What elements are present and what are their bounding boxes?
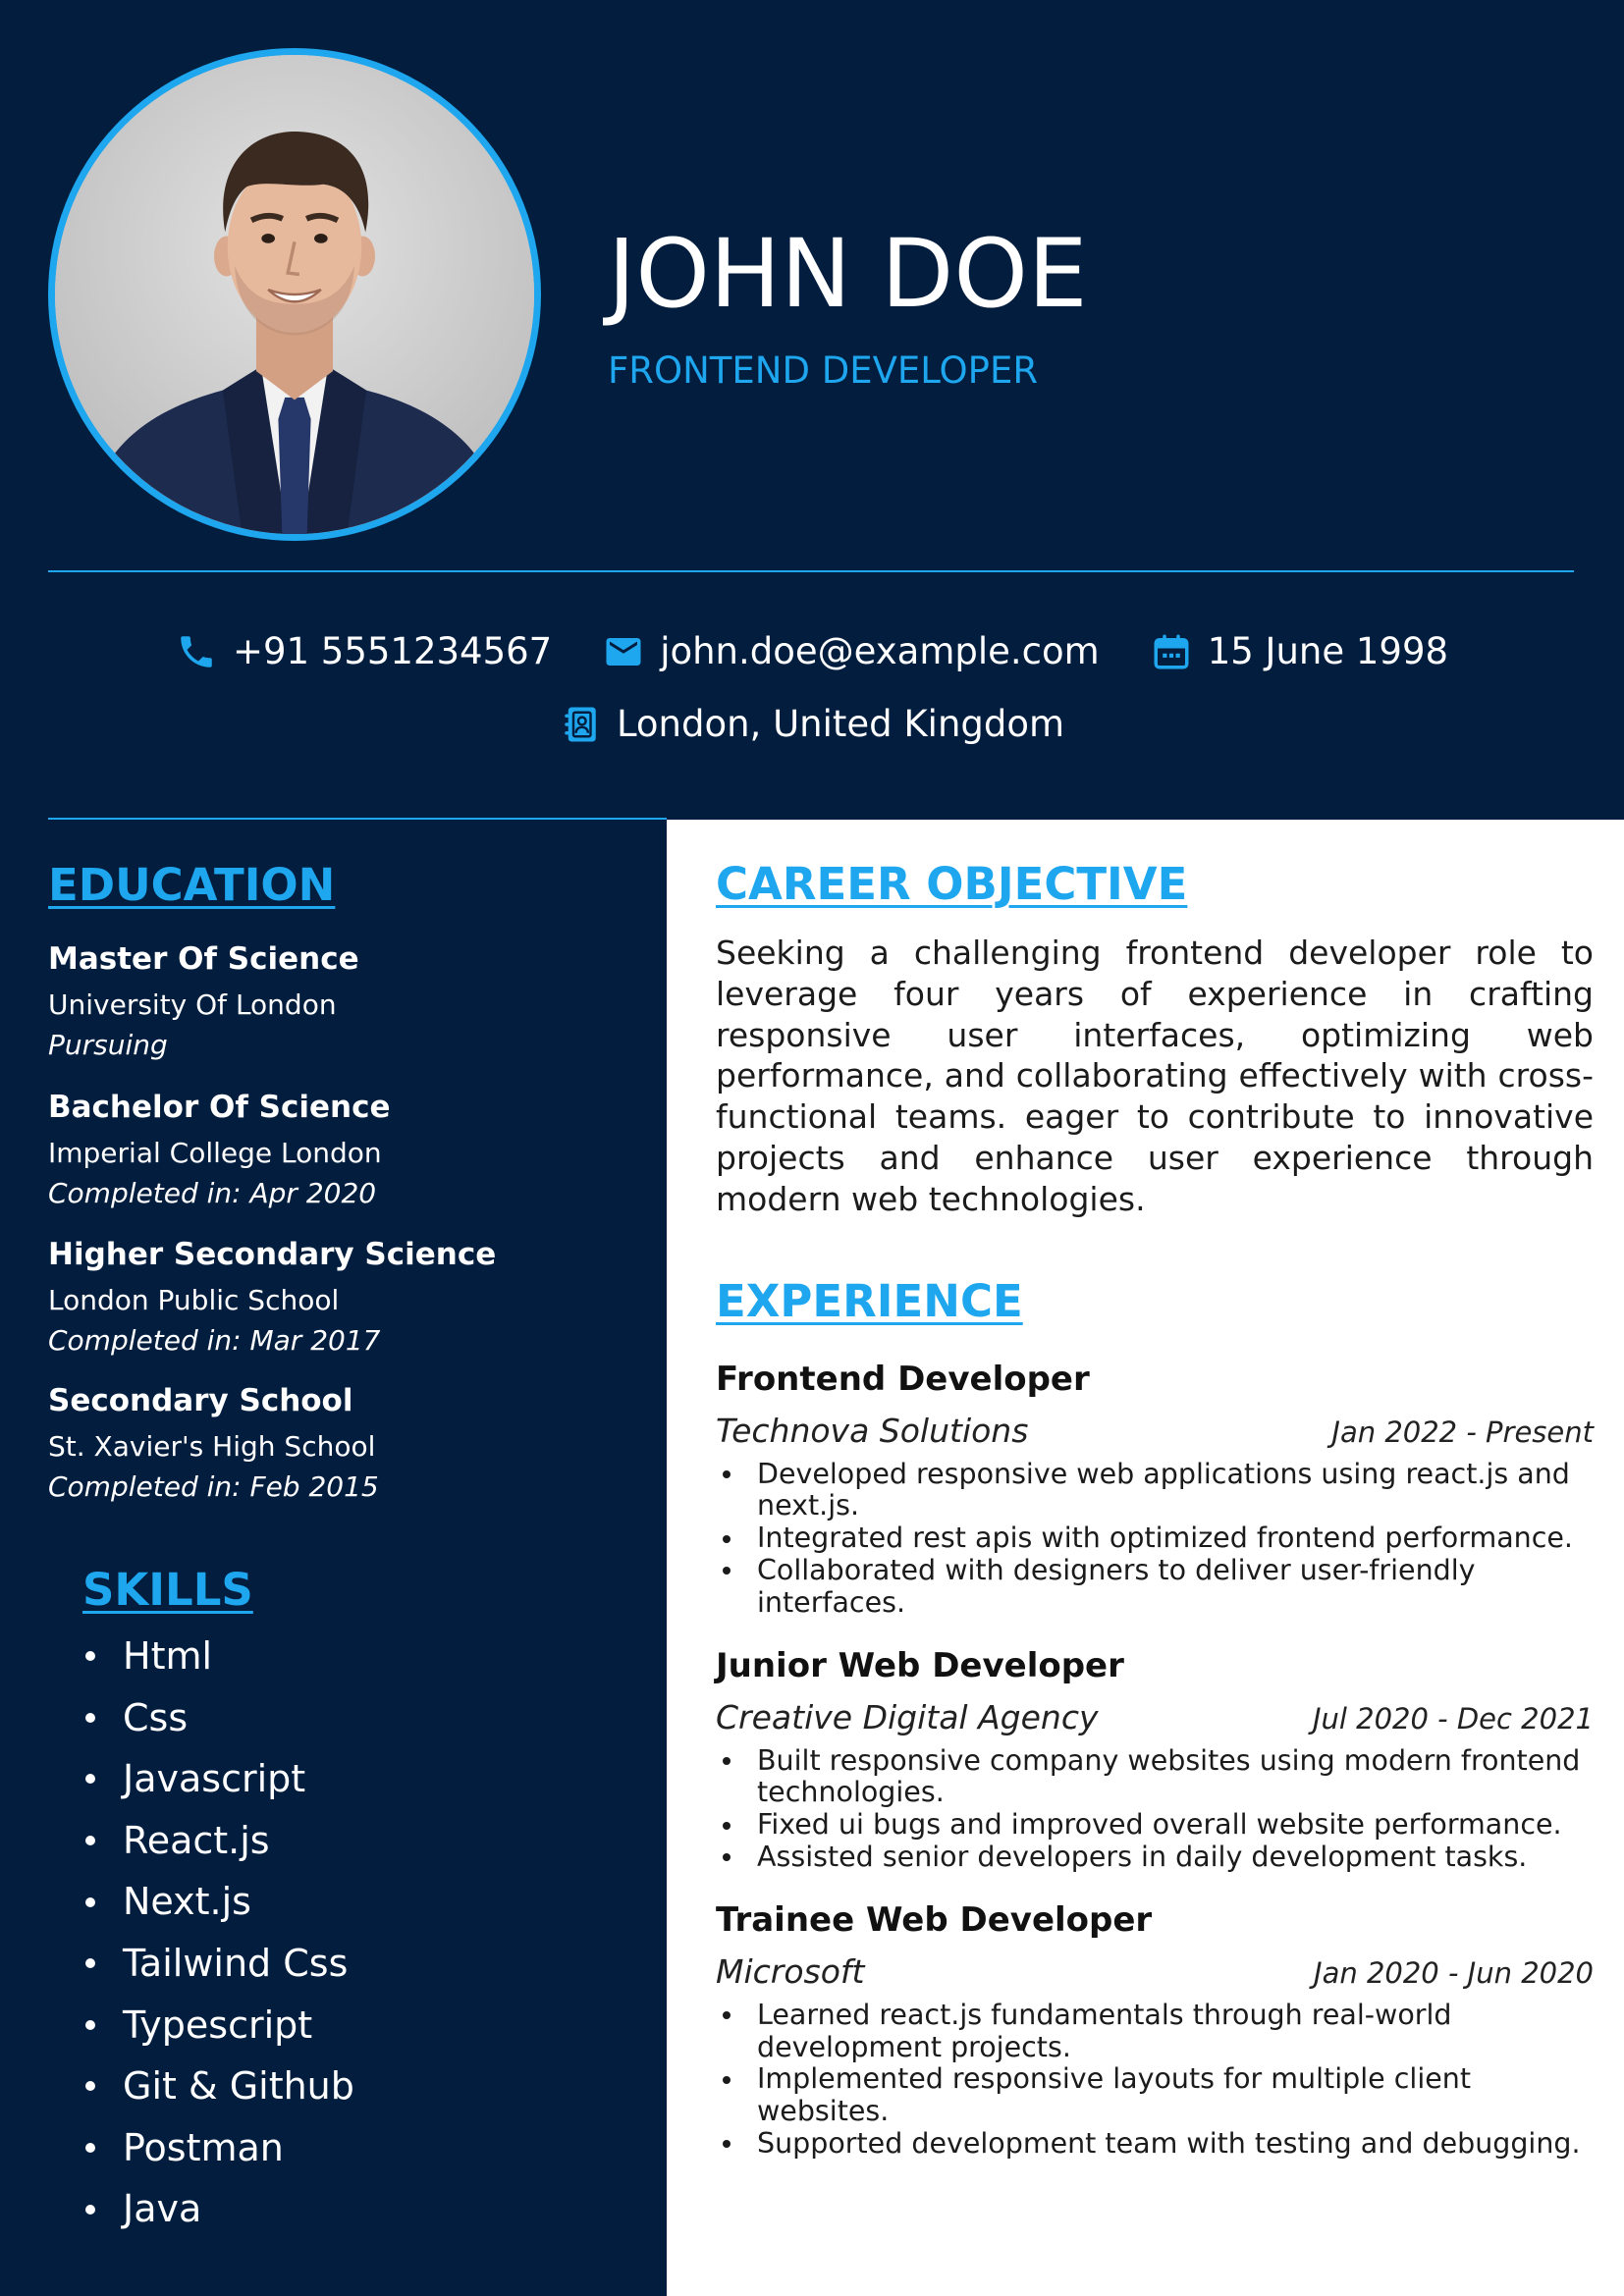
company-name: Technova Solutions <box>716 1411 1029 1450</box>
profile-photo <box>48 48 541 541</box>
career-objective-text: Seeking a challenging frontend developer role to leverage four years of experience in crafting responsive user interfaces, optimizing web performance, and collaborating effectively with cross-functional teams. eager to contribute to innovative projects and enhance user experience through modern web technologies. <box>716 934 1594 1218</box>
contact-email <box>603 624 1100 679</box>
job-responsibilities <box>716 1745 1594 1874</box>
job-title: Junior Web Developer <box>716 1645 1124 1685</box>
job-period: Jul 2020 - Dec 2021 <box>1312 1701 1594 1735</box>
job-period: Jan 2022 - Present <box>1331 1415 1594 1449</box>
skill-item: React.js <box>82 1810 632 1872</box>
profile-name: JOHN DOE <box>608 219 1088 329</box>
job-meta <box>716 1945 1594 2000</box>
experience-heading: EXPERIENCE <box>716 1274 1023 1327</box>
institution-name: Imperial College London <box>48 1137 382 1169</box>
job-responsibilities <box>716 1459 1594 1620</box>
job-responsibility: Built responsive company websites using modern frontend technologies. <box>716 1745 1594 1810</box>
skills-list <box>82 1626 632 2240</box>
contact-birth-date <box>1151 624 1448 679</box>
education-heading: EDUCATION <box>48 859 336 911</box>
education-status: Completed in: Feb 2015 <box>48 1470 379 1503</box>
skill-item: Java <box>82 2178 632 2240</box>
job-title: Trainee Web Developer <box>716 1899 1153 1940</box>
phone-icon <box>176 631 217 672</box>
location: London, United Kingdom <box>616 703 1065 745</box>
skill-item: Javascript <box>82 1748 632 1810</box>
education-status: Completed in: Apr 2020 <box>48 1177 377 1209</box>
job-meta <box>716 1690 1594 1745</box>
institution-name: University Of London <box>48 988 337 1021</box>
education-item <box>48 1082 657 1213</box>
job-entry <box>716 1355 1594 1620</box>
degree-name: Master Of Science <box>48 941 359 977</box>
job-responsibilities <box>716 2000 1594 2161</box>
phone-number: +91 5551234567 <box>232 630 553 672</box>
education-status: Completed in: Mar 2017 <box>48 1324 381 1357</box>
education-item <box>48 1229 657 1361</box>
main-content <box>716 855 1594 2161</box>
skill-item: Tailwind Css <box>82 1933 632 1995</box>
skills-heading: SKILLS <box>82 1564 253 1616</box>
sidebar-divider <box>48 818 667 820</box>
skill-item: Git & Github <box>82 2056 632 2117</box>
job-responsibility: Integrated rest apis with optimized frontend performance. <box>716 1522 1594 1555</box>
institution-name: London Public School <box>48 1284 340 1316</box>
job-meta <box>716 1404 1594 1459</box>
skill-item: Postman <box>82 2117 632 2179</box>
job-responsibility: Learned react.js fundamentals through real-world development projects. <box>716 2000 1594 2064</box>
degree-name: Bachelor Of Science <box>48 1090 391 1125</box>
job-responsibility: Collaborated with designers to deliver user-friendly interfaces. <box>716 1555 1594 1620</box>
skill-item: Css <box>82 1687 632 1749</box>
job-responsibility: Developed responsive web applications using react.js and next.js. <box>716 1459 1594 1523</box>
skill-item: Next.js <box>82 1871 632 1933</box>
contact-row <box>0 697 1624 752</box>
email-address: john.doe@example.com <box>660 630 1100 672</box>
job-title: Frontend Developer <box>716 1359 1090 1399</box>
education-status: Pursuing <box>48 1029 168 1061</box>
job-entry <box>716 1641 1594 1874</box>
degree-name: Secondary School <box>48 1383 353 1418</box>
institution-name: St. Xavier's High School <box>48 1430 376 1463</box>
contact-location <box>560 697 1064 752</box>
contact-book-icon <box>560 704 601 745</box>
header-divider <box>48 570 1574 572</box>
contact-row <box>0 624 1624 679</box>
contact-phone <box>176 624 552 679</box>
company-name: Creative Digital Agency <box>716 1697 1099 1736</box>
job-period: Jan 2020 - Jun 2020 <box>1314 1955 1594 1990</box>
company-name: Microsoft <box>716 1951 865 1991</box>
job-responsibility: Fixed ui bugs and improved overall website performance. <box>716 1809 1594 1842</box>
job-responsibility: Implemented responsive layouts for multiple client websites. <box>716 2063 1594 2128</box>
degree-name: Higher Secondary Science <box>48 1237 497 1272</box>
career-objective-heading: CAREER OBJECTIVE <box>716 858 1188 910</box>
education-item <box>48 934 657 1065</box>
skill-item: Typescript <box>82 1995 632 2056</box>
job-responsibility: Supported development team with testing and debugging. <box>716 2128 1594 2161</box>
birth-date: 15 June 1998 <box>1207 630 1449 672</box>
calendar-icon <box>1151 631 1192 672</box>
skill-item: Html <box>82 1626 632 1687</box>
email-icon <box>603 631 644 672</box>
job-entry <box>716 1896 1594 2161</box>
education-item <box>48 1375 657 1507</box>
job-responsibility: Assisted senior developers in daily development tasks. <box>716 1842 1594 1874</box>
profile-title: FRONTEND DEVELOPER <box>608 349 1039 392</box>
